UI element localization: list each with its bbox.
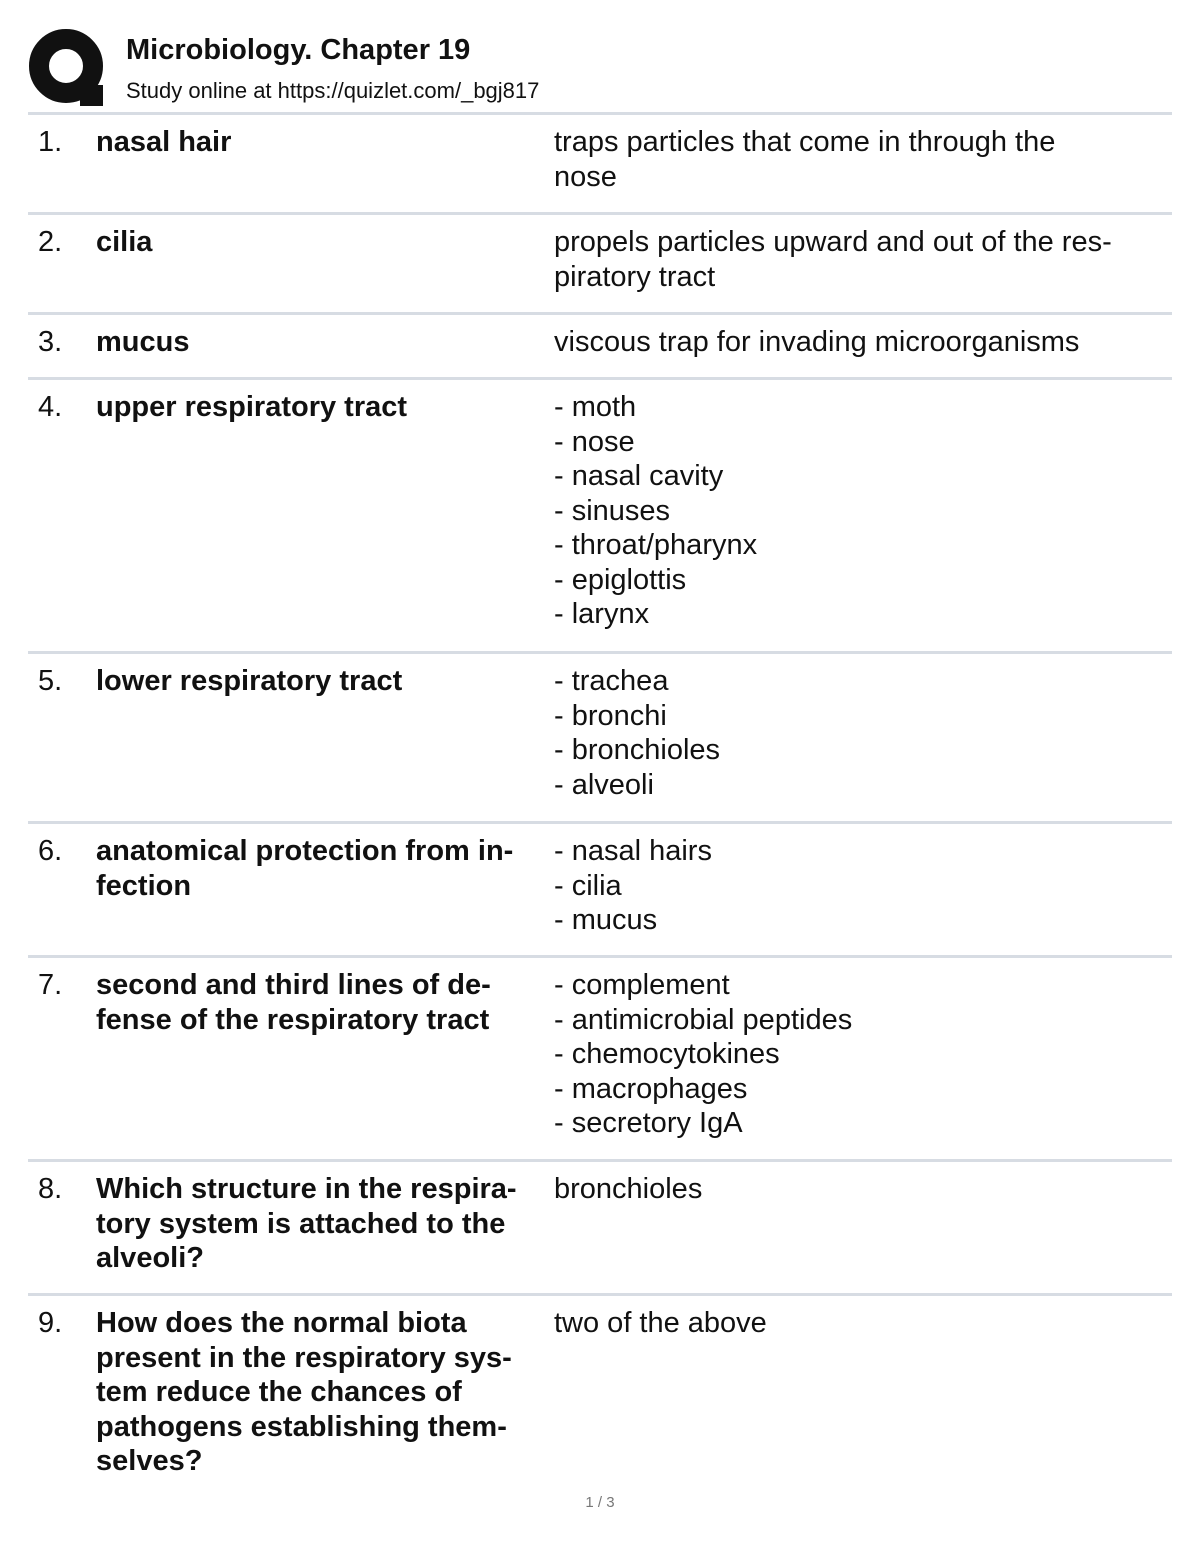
term-row <box>28 958 1172 1162</box>
term-line: alveoli? <box>96 1242 204 1274</box>
definition-line: - cilia <box>554 869 622 902</box>
term-row <box>28 1162 1172 1296</box>
term-text <box>96 390 548 425</box>
term-text <box>96 834 548 903</box>
page-subtitle <box>126 77 539 105</box>
definition-line: - bronchioles <box>554 734 721 766</box>
definition-line: - macrophages <box>554 1072 748 1105</box>
term-row <box>28 824 1172 958</box>
definition-line: - chemocytokines <box>554 1038 780 1070</box>
term-row <box>28 115 1172 215</box>
term-number: 9. <box>38 1307 63 1339</box>
term-line: tory system is attached to the <box>96 1207 506 1240</box>
term-number: 1. <box>38 126 63 158</box>
definition-line: - mucus <box>554 904 658 936</box>
term-line: mucus <box>96 326 190 358</box>
definition-text <box>554 390 1164 632</box>
definition-text <box>554 1306 1164 1341</box>
term-text <box>96 1172 548 1276</box>
term-text <box>96 1306 548 1479</box>
term-text <box>96 968 548 1037</box>
term-line: second and third lines of de- <box>96 969 491 1001</box>
definition-text <box>554 1172 1164 1207</box>
term-number: 7. <box>38 969 63 1001</box>
definition-line: - larynx <box>554 598 650 630</box>
definition-line: two of the above <box>554 1307 767 1339</box>
term-row <box>28 1296 1172 1496</box>
definition-line: - throat/pharynx <box>554 529 758 561</box>
definition-text <box>554 325 1164 360</box>
term-line: fection <box>96 869 192 902</box>
definition-line: - secretory IgA <box>554 1107 743 1139</box>
definition-text <box>554 664 1164 802</box>
definition-text <box>554 834 1164 938</box>
term-text <box>96 325 548 360</box>
definition-line: - bronchi <box>554 699 667 732</box>
definition-line: traps particles that come in through the <box>554 126 1056 158</box>
term-number: 2. <box>38 226 63 258</box>
term-line: tem reduce the chances of <box>96 1376 462 1408</box>
term-line: How does the normal biota <box>96 1307 467 1339</box>
term-line: selves? <box>96 1445 203 1477</box>
term-row <box>28 315 1172 380</box>
term-text <box>96 125 548 160</box>
terms-list <box>28 115 1172 1496</box>
definition-line: nose <box>554 160 617 193</box>
definition-line: viscous trap for invading microorganisms <box>554 326 1080 358</box>
definition-line: - trachea <box>554 665 669 697</box>
definition-line: - epiglottis <box>554 563 687 596</box>
study-online-link[interactable]: https://quizlet.com/_bgj817 <box>277 78 540 103</box>
definition-line: - nasal hairs <box>554 835 712 867</box>
definition-line: piratory tract <box>554 260 716 293</box>
definition-line: - alveoli <box>554 768 654 801</box>
term-line: present in the respiratory sys- <box>96 1341 512 1374</box>
definition-line: - sinuses <box>554 494 671 527</box>
definition-line: - moth <box>554 391 637 423</box>
definition-line: - nose <box>554 425 635 458</box>
term-line: anatomical protection from in- <box>96 835 514 867</box>
term-text <box>96 664 548 699</box>
term-line: lower respiratory tract <box>96 665 403 697</box>
page-indicator: 1 / 3 <box>585 1494 615 1511</box>
definition-line: propels particles upward and out of the res- <box>554 226 1112 258</box>
definition-line: - antimicrobial peptides <box>554 1003 853 1036</box>
term-row <box>28 654 1172 824</box>
term-line: Which structure in the respira- <box>96 1173 517 1205</box>
definition-text <box>554 125 1164 194</box>
term-number: 6. <box>38 835 63 867</box>
term-line: pathogens establishing them- <box>96 1410 507 1443</box>
term-line: nasal hair <box>96 126 232 158</box>
term-line: fense of the respiratory tract <box>96 1003 490 1036</box>
definition-line: - nasal cavity <box>554 460 724 492</box>
term-line: cilia <box>96 226 153 258</box>
term-text <box>96 225 548 260</box>
term-number: 3. <box>38 326 63 358</box>
definition-text <box>554 968 1164 1141</box>
definition-line: bronchioles <box>554 1173 703 1205</box>
term-number: 5. <box>38 665 63 697</box>
term-row <box>28 215 1172 315</box>
term-number: 4. <box>38 391 63 423</box>
subtitle-prefix: Study online at <box>126 78 278 103</box>
quizlet-q-logo-icon <box>28 28 108 108</box>
definition-line: - complement <box>554 969 730 1001</box>
page-title: Microbiology. Chapter 19 <box>126 34 471 66</box>
term-line: upper respiratory tract <box>96 391 408 423</box>
term-row <box>28 380 1172 654</box>
definition-text <box>554 225 1164 294</box>
term-number: 8. <box>38 1173 63 1205</box>
